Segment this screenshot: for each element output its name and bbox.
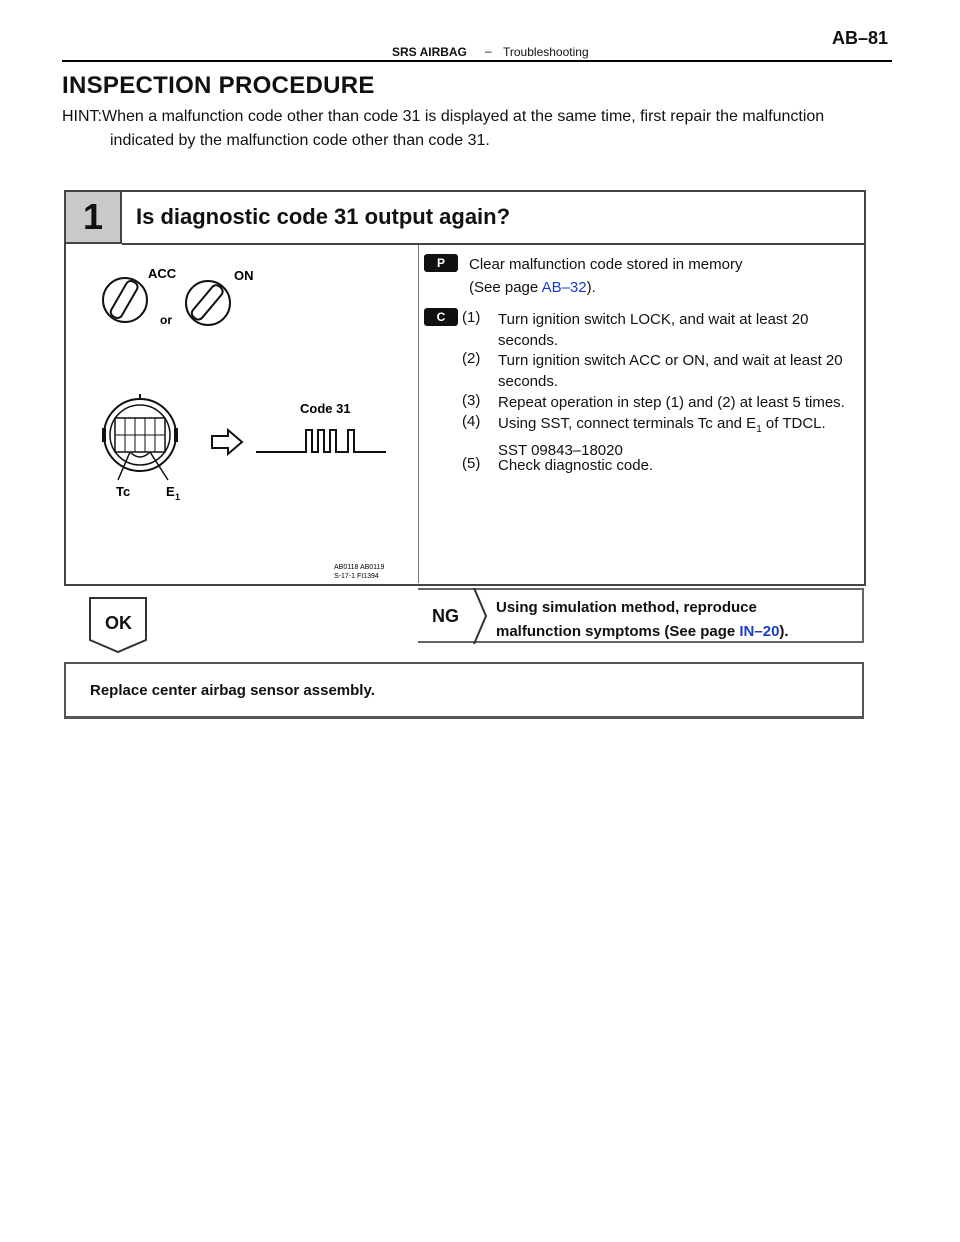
header-section: SRS AIRBAG <box>392 45 467 59</box>
figure-ref-1: AB0118 AB0119 <box>334 564 385 571</box>
ng-chevron-icon <box>470 588 492 644</box>
check-step-line: Repeat operation in step (1) and (2) at least 5 times. <box>498 394 845 411</box>
prep-page-link[interactable]: AB–32 <box>541 279 587 296</box>
ng-action-prefix: malfunction symptoms (See page <box>496 623 740 640</box>
prep-text: Clear malfunction code stored in memory <box>469 256 743 273</box>
ng-box-right <box>862 588 864 643</box>
acc-label: ACC <box>148 266 177 281</box>
on-label: ON <box>234 268 254 283</box>
step-title: Is diagnostic code 31 output again? <box>136 204 511 229</box>
tdcl-connector-icon <box>102 394 178 480</box>
hint-paragraph <box>62 105 902 153</box>
ng-page-link[interactable]: IN–20 <box>739 623 780 640</box>
check-step-line: seconds. <box>498 373 559 390</box>
code-31-waveform <box>256 430 386 452</box>
check-step-line: seconds. <box>498 332 559 349</box>
step-number: 1 <box>66 192 122 244</box>
check-step-text <box>498 413 863 461</box>
hint-line-1: HINT:When a malfunction code other than code 31 is displayed at the same time, first repair the malfunction <box>62 108 825 125</box>
ignition-key-on-icon <box>186 281 230 325</box>
prep-badge: P <box>424 254 458 272</box>
header-separator: – <box>485 44 492 58</box>
ng-action-line-1: Using simulation method, reproduce <box>496 599 757 616</box>
check-step-number: (1) <box>462 309 481 326</box>
page-title: INSPECTION PROCEDURE <box>62 72 375 99</box>
check-step-text <box>498 309 863 351</box>
arrow-right-icon <box>212 430 242 454</box>
ignition-and-tdcl-illustration <box>68 248 416 580</box>
check-step-number: (4) <box>462 413 481 430</box>
check-step-line-b: of TDCL. <box>761 415 826 432</box>
step-title-rule <box>122 243 864 245</box>
tc-label: Tc <box>116 484 131 499</box>
check-step-text <box>498 392 863 413</box>
page-number: AB–81 <box>832 28 889 48</box>
final-action-text: Replace center airbag sensor assembly. <box>90 682 375 699</box>
code-31-label: Code 31 <box>300 401 351 416</box>
check-step-line: Turn ignition switch ACC or ON, and wait at least 20 <box>498 352 843 369</box>
step-divider <box>418 245 419 583</box>
ng-action-text <box>496 596 789 644</box>
ng-action-line-2 <box>496 620 789 644</box>
header-rule <box>62 60 892 62</box>
check-step-line <box>498 413 863 440</box>
check-step-number: (2) <box>462 350 481 367</box>
check-step-line-a: Using SST, connect terminals Tc and E <box>498 415 757 432</box>
ok-label: OK <box>105 613 132 633</box>
ng-label: NG <box>432 606 459 626</box>
check-step-line: SST 09843–18020 <box>498 442 623 459</box>
ng-action-suffix: ). <box>779 623 789 640</box>
or-label: or <box>160 313 172 327</box>
ignition-key-acc-icon <box>103 278 147 322</box>
e1-label: E <box>166 484 175 499</box>
check-badge: C <box>424 308 458 326</box>
check-step-number: (5) <box>462 455 481 472</box>
e1-subscript: 1 <box>175 492 181 502</box>
check-step-text <box>498 455 863 476</box>
figure-ref-2: S-17-1 FI1394 <box>334 573 379 580</box>
check-step-line: Turn ignition switch LOCK, and wait at least 20 <box>498 311 809 328</box>
check-step-subscript: 1 <box>756 424 762 435</box>
check-step-number: (3) <box>462 392 481 409</box>
hint-line-2: indicated by the malfunction code other than code 31. <box>110 132 490 149</box>
prep-see-page <box>469 277 596 299</box>
prep-see-suffix: ). <box>586 279 596 296</box>
check-step-text <box>498 350 863 392</box>
check-step-line: Check diagnostic code. <box>498 457 654 474</box>
header-topic: Troubleshooting <box>503 45 589 59</box>
prep-see-prefix: (See page <box>469 279 542 296</box>
